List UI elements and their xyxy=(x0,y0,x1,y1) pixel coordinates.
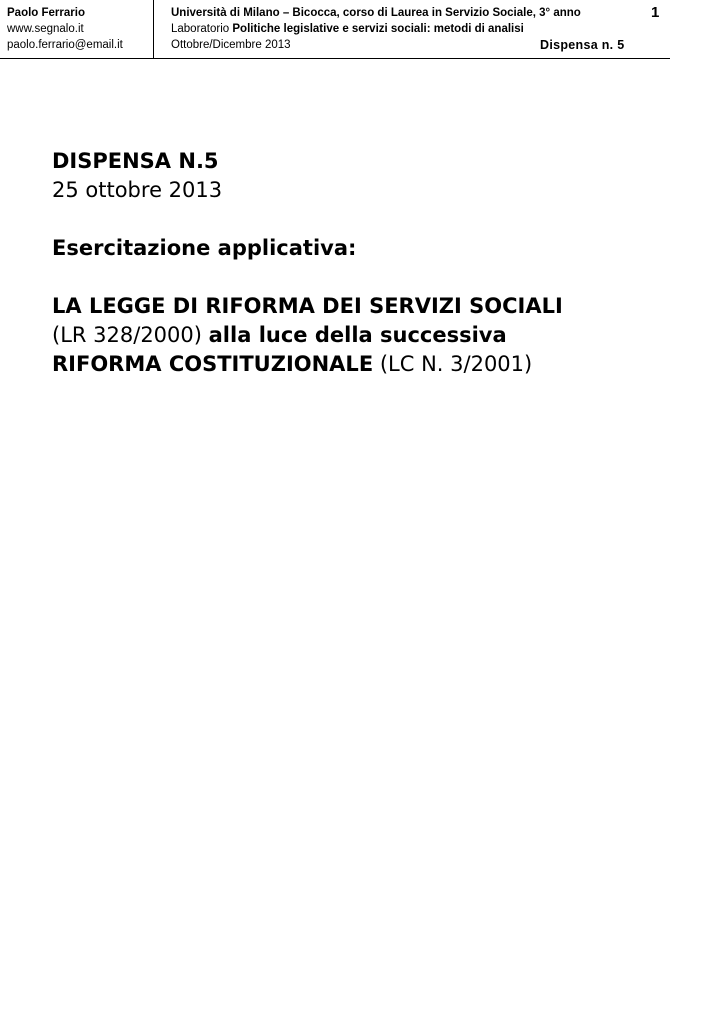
title-line-1: LA LEGGE DI RIFORMA DEI SERVIZI SOCIALI xyxy=(52,294,563,318)
course-university: Università di Milano – Bicocca, corso di Laurea in Servizio Sociale, 3° anno xyxy=(171,7,581,19)
exercise-label: Esercitazione applicativa: xyxy=(52,236,357,260)
title-line-2 xyxy=(52,321,672,350)
law-reference-lc3: (LC N. 3/2001) xyxy=(379,352,533,376)
title-line-3 xyxy=(52,350,672,379)
course-lab-title: Politiche legislative e servizi sociali: metodi di analisi xyxy=(232,23,524,35)
author-block xyxy=(7,5,152,53)
document-title xyxy=(52,292,672,379)
document-heading: DISPENSA N.5 xyxy=(52,149,219,173)
course-lab-prefix: Laboratorio xyxy=(171,23,230,35)
course-period-row xyxy=(171,37,641,53)
author-website[interactable]: www.segnalo.it xyxy=(7,23,84,35)
document-body xyxy=(52,147,672,379)
page-header xyxy=(0,0,670,59)
course-lab xyxy=(171,21,641,37)
author-name: Paolo Ferrario xyxy=(7,7,85,19)
dispensa-label: Dispensa n. 5 xyxy=(540,38,625,52)
title-reform: RIFORMA COSTITUZIONALE xyxy=(52,352,374,376)
law-reference-328: (LR 328/2000) xyxy=(52,323,202,347)
header-divider xyxy=(153,0,154,58)
title-connector: alla luce della successiva xyxy=(208,323,507,347)
document-date: 25 ottobre 2013 xyxy=(52,178,223,202)
course-period: Ottobre/Dicembre 2013 xyxy=(171,39,291,51)
page-number: 1 xyxy=(651,4,660,21)
course-block xyxy=(171,5,641,53)
author-email[interactable]: paolo.ferrario@email.it xyxy=(7,39,123,51)
